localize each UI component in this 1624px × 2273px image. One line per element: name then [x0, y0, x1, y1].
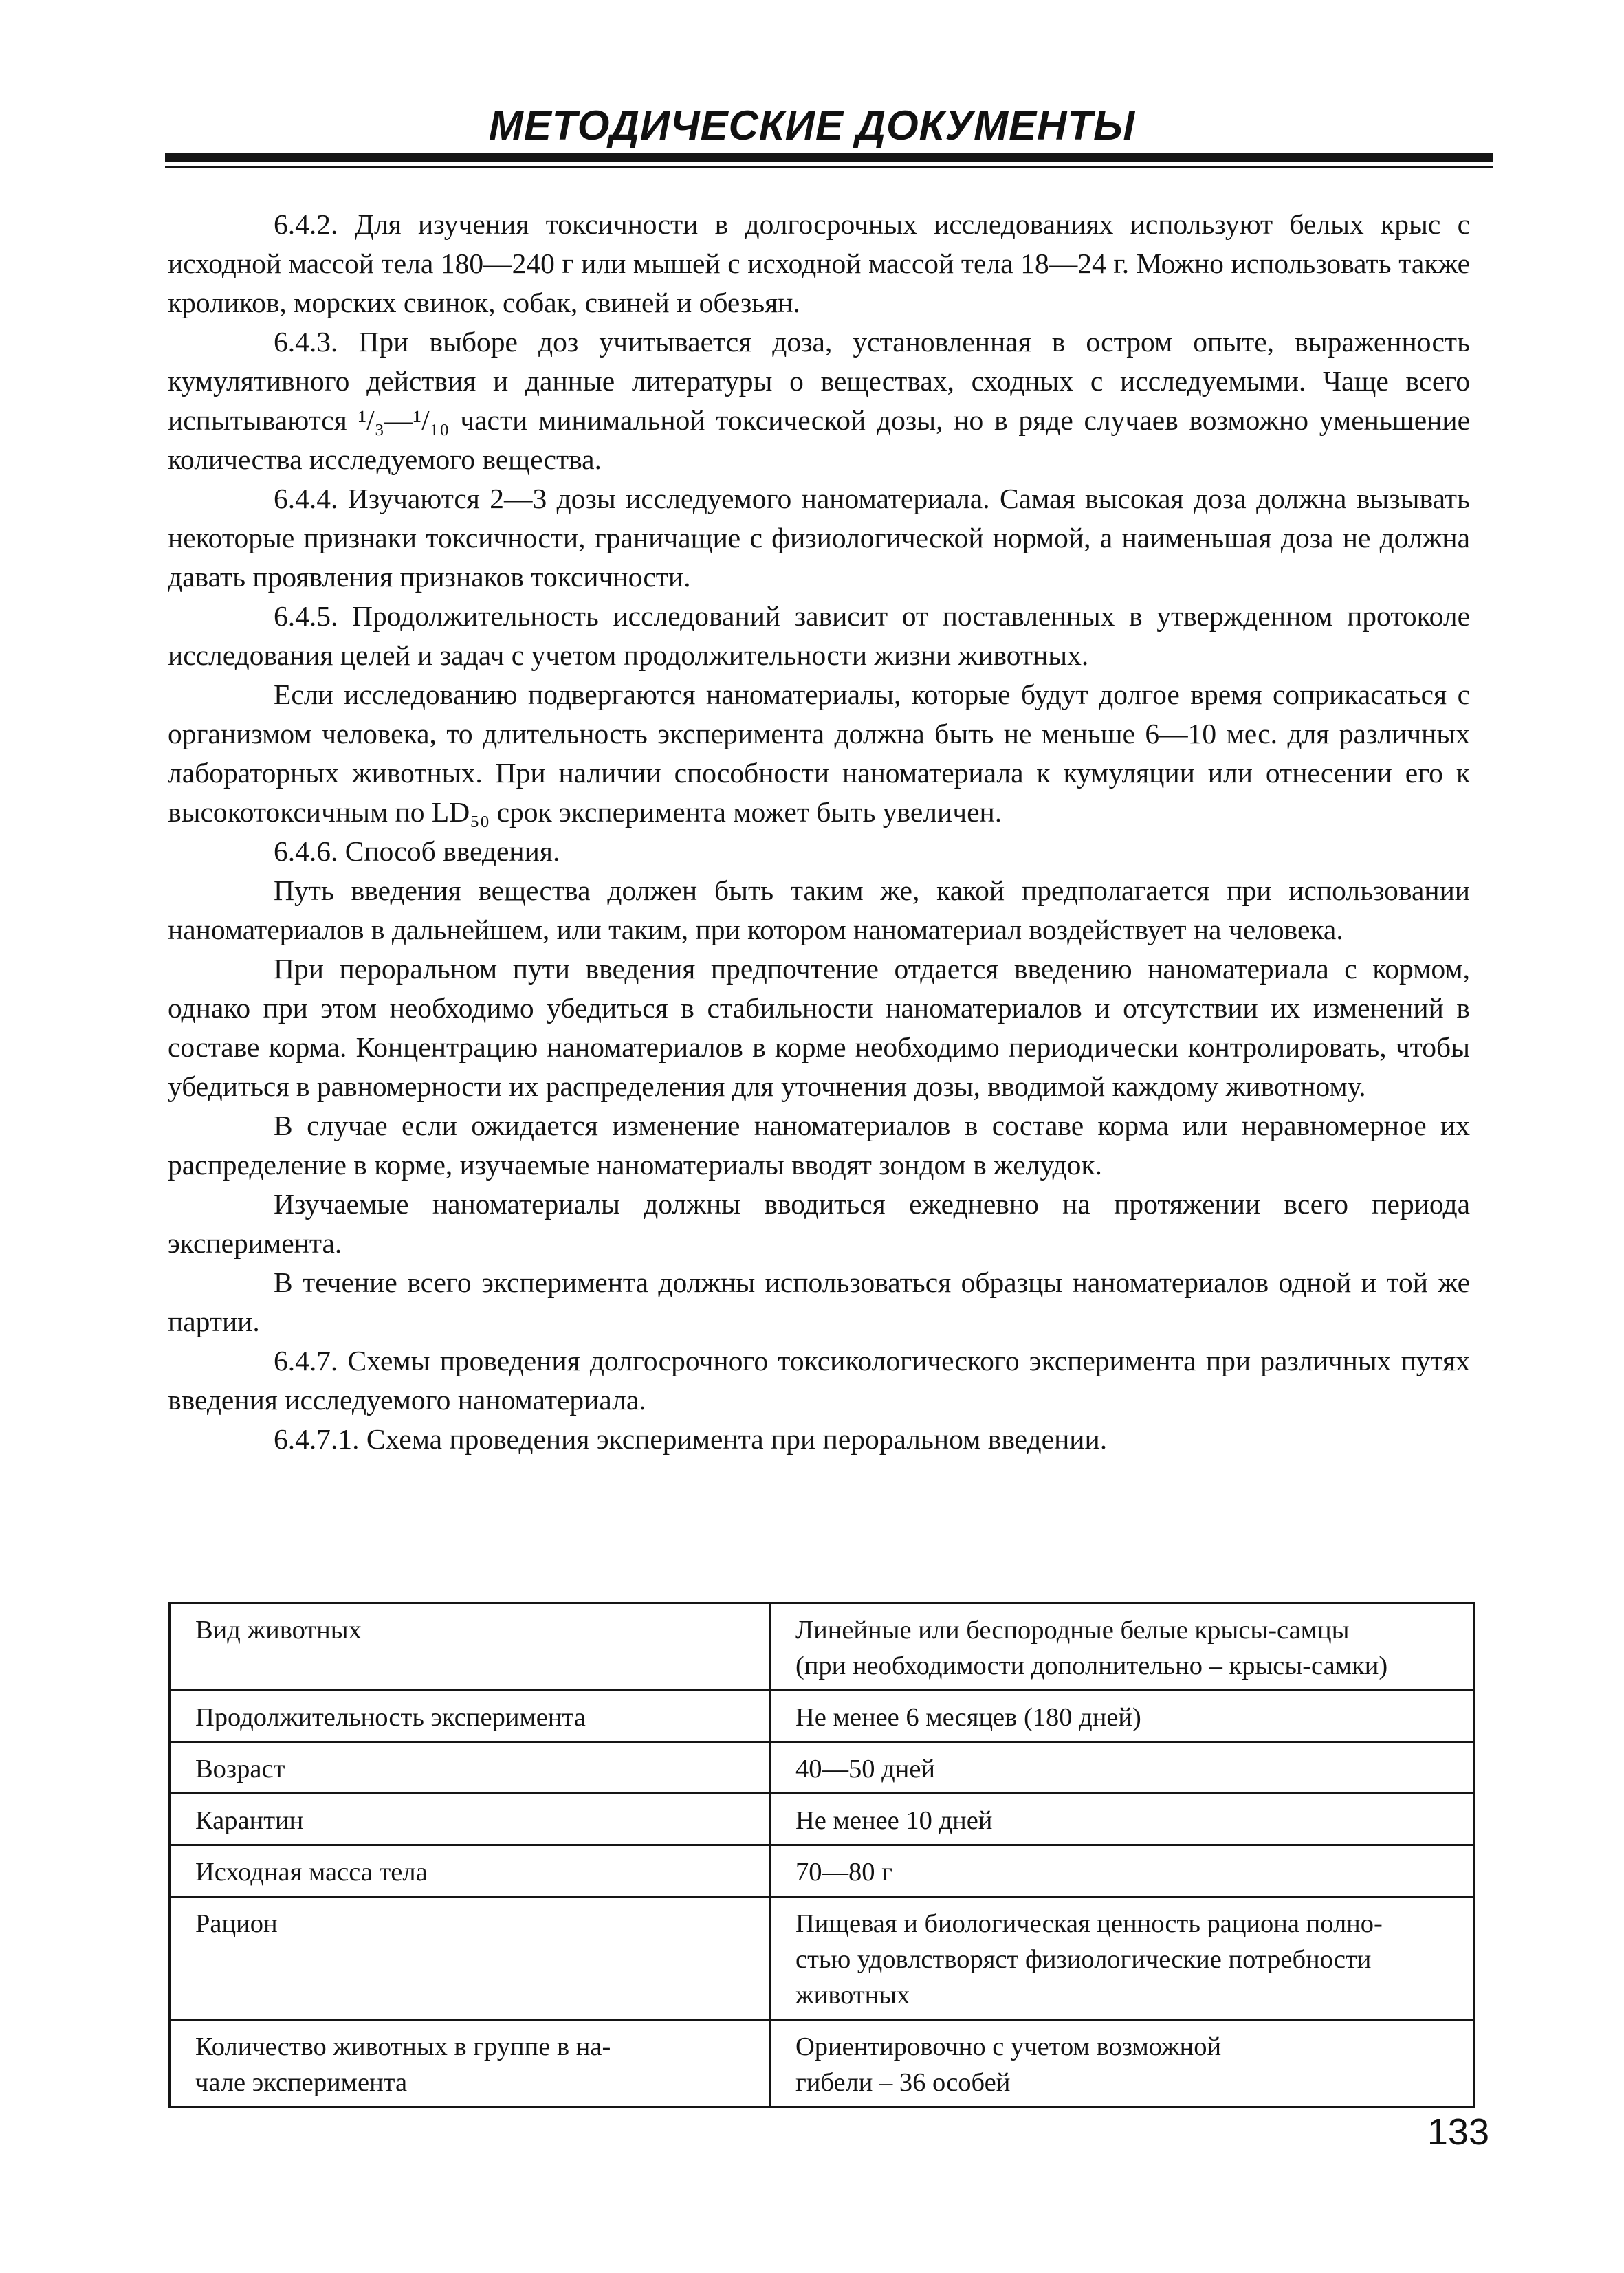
paragraph-gavage: В случае если ожидается изменение наноматериалов в составе корма или неравномерное их распределение в корме, изучаемые наноматериалы вводят зондом в желудок. — [168, 1110, 1470, 1181]
parameter-label-line: Продолжительность эксперимента — [195, 1703, 586, 1732]
paragraph-6-4-7: 6.4.7. Схемы проведения долгосрочного токсикологического эксперимента при различных путях введения исследуемого наноматериала. — [168, 1345, 1470, 1416]
table-row — [170, 1603, 1474, 1691]
table-cell-parameter — [170, 1845, 770, 1897]
table-cell-value — [770, 1794, 1474, 1845]
parameter-label-line: Количество животных в группе в на- — [195, 2032, 611, 2061]
value-line: животных — [795, 1981, 910, 2010]
table-row — [170, 2020, 1474, 2107]
paragraph-route: Путь введения вещества должен быть таким же, какой предполагается при использовании наноматериалов в дальнейшем, или таким, при котором наноматериал воздействует на человека. — [168, 875, 1470, 945]
value-line: Пищевая и биологическая ценность рациона полно- — [795, 1909, 1383, 1938]
body-text — [168, 205, 1470, 1459]
paragraph-6-4-5: 6.4.5. Продолжительность исследований зависит от поставленных в утвержденном протоколе исследования целей и задач с учетом продолжительности жизни животных. — [168, 600, 1470, 671]
table-cell-value — [770, 1691, 1474, 1742]
paragraph-duration-note: Если исследованию подвергаются наноматериалы, которые будут долгое время соприкасаться с организмом человека, то длительность эксперимента должна быть не меньше 6—10 мес. для различных лабораторных животных. При наличии способности наноматериала к кумуляции или отнесении его к высокотоксичным по LD₅₀ срок эксперимента может быть увеличен. — [168, 679, 1470, 828]
table-cell-parameter — [170, 1794, 770, 1845]
table-cell-parameter — [170, 1897, 770, 2020]
header-rule-thin — [165, 166, 1493, 168]
page-number: 133 — [1427, 2111, 1489, 2153]
table-row — [170, 1845, 1474, 1897]
paragraph-6-4-7-1: 6.4.7.1. Схема проведения эксперимента при пероральном введении. — [274, 1423, 1108, 1455]
table-cell-value — [770, 1603, 1474, 1691]
paragraph-6-4-4: 6.4.4. Изучаются 2—3 дозы исследуемого наноматериала. Самая высокая доза должна вызывать некоторые признаки токсичности, граничащие с физиологической нормой, а наименьшая доза не должна давать проявления признаков токсичности. — [168, 483, 1470, 593]
table-row — [170, 1794, 1474, 1845]
paragraph-6-4-6: 6.4.6. Способ введения. — [274, 835, 560, 867]
parameter-label-line: Рацион — [195, 1909, 278, 1938]
table-cell-value — [770, 1742, 1474, 1794]
table-row — [170, 1897, 1474, 2020]
table-cell-parameter — [170, 1603, 770, 1691]
parameter-label-line: Возраст — [195, 1755, 285, 1783]
table-cell-value — [770, 1897, 1474, 2020]
oral-experiment-scheme-table — [168, 1602, 1475, 2108]
value-line: 40—50 дней — [795, 1755, 936, 1783]
value-line: гибели – 36 особей — [795, 2068, 1011, 2097]
value-line: Не менее 6 месяцев (180 дней) — [795, 1703, 1141, 1732]
value-line: (при необходимости дополнительно – крысы-самки) — [795, 1651, 1388, 1680]
value-line: Ориентировочно с учетом возможной — [795, 2032, 1222, 2061]
parameter-label-line: Исходная масса тела — [195, 1858, 428, 1887]
paragraph-oral-route: При пероральном пути введения предпочтение отдается введению наноматериала с кормом, однако при этом необходимо убедиться в стабильности наноматериалов и отсутствии их изменений в составе корма. Концентрацию наноматериалов в корме необходимо периодически контролировать, чтобы убедиться в равномерности их распределения для уточнения дозы, вводимой каждому животному. — [168, 953, 1470, 1102]
table-cell-parameter — [170, 2020, 770, 2107]
header-rule-thick — [165, 153, 1493, 162]
parameter-label-line: чале эксперимента — [195, 2068, 408, 2097]
paragraph-6-4-3: 6.4.3. При выборе доз учитывается доза, установленная в остром опыте, выраженность кумулятивного действия и данные литературы о веществах, сходных с исследуемыми. Чаще всего испытываются ¹/₃—¹/₁₀ части минимальной токсической дозы, но в ряде случаев возможно уменьшение количества исследуемого вещества. — [168, 326, 1470, 475]
table-row — [170, 1742, 1474, 1794]
table-cell-value — [770, 1845, 1474, 1897]
table-row — [170, 1691, 1474, 1742]
table-cell-parameter — [170, 1742, 770, 1794]
value-line: стью удовлствоpяст физиологические потребности — [795, 1945, 1372, 1974]
parameter-label-line: Карантин — [195, 1806, 304, 1835]
value-line: 70—80 г — [795, 1858, 892, 1887]
table-cell-value — [770, 2020, 1474, 2107]
paragraph-6-4-2: 6.4.2. Для изучения токсичности в долгосрочных исследованиях используют белых крыс с исходной массой тела 180—240 г или мышей с исходной массой тела 18—24 г. Можно использовать также кроликов, морских свинок, собак, свиней и обезьян. — [168, 208, 1470, 318]
running-header-title: МЕТОДИЧЕСКИЕ ДОКУМЕНТЫ — [488, 102, 1136, 149]
parameter-label-line: Вид животных — [195, 1616, 362, 1645]
paragraph-same-batch: В течение всего эксперимента должны использоваться образцы наноматериалов одной и той же партии. — [168, 1266, 1470, 1337]
table-cell-parameter — [170, 1691, 770, 1742]
value-line: Не менее 10 дней — [795, 1806, 993, 1835]
value-line: Линейные или беспородные белые крысы-самцы — [795, 1616, 1350, 1645]
paragraph-daily-dosing: Изучаемые наноматериалы должны вводиться ежедневно на протяжении всего периода эксперимента. — [168, 1188, 1470, 1259]
